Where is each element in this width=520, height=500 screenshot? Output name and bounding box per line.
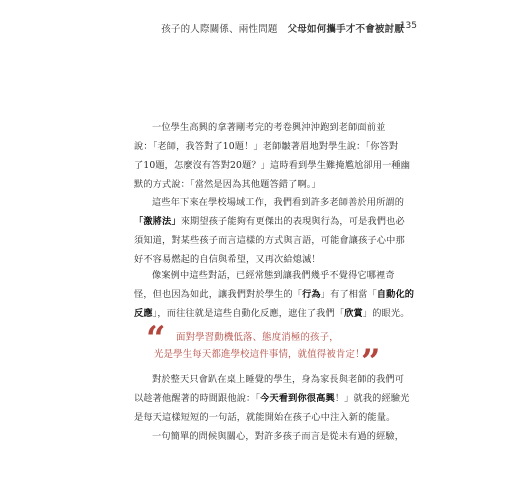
body-text: 像案例中這些對話，已經常態到讓我們幾乎不覺得它哪裡奇 [152,270,395,281]
text-line [134,231,405,250]
body-text: 這些年下來在學校場域工作，我們看到許多老師善於用所謂的 [152,197,405,208]
body-text: ！」就我的經驗光 [334,393,410,404]
text-line [134,156,411,175]
body-text: 來期望孩子能夠有更傑出的表現與行為，可是我們也必 [180,216,405,227]
running-header [161,21,404,35]
body-text: 一句簡單的問候與關心，對許多孩子而言是從未有過的經驗， [152,431,405,442]
body-text: 說：「老師，我答對了10題！」老師皺著眉地對學生說：「你答對 [134,141,399,152]
paragraph-1 [134,118,411,194]
emphasis-text: 欣賞 [344,308,363,319]
text-line [134,285,415,304]
emphasis-text: 反應 [134,308,153,319]
page-number: 135 [399,21,417,31]
paragraph-5 [134,427,405,446]
text-line [134,266,395,285]
header-section-title: 孩子的人際關係、兩性問題 [161,24,278,35]
body-text: 是每天這樣短短的一句話，就能開始在孩子心中注入新的能量。 [134,412,396,423]
text-line [134,389,410,408]
paragraph-3 [134,266,415,323]
body-text: 一位學生高興的拿著剛考完的考卷興沖沖跑到老師面前並 [152,122,386,133]
text-line [134,427,405,446]
body-text: 」有了相當「 [320,289,377,300]
body-text: 了10題，怎麼沒有答對20題？」這時看到學生難掩尷尬卻用一種幽 [134,160,411,171]
text-line [134,175,386,194]
text-line [134,408,396,427]
close-quote-mark: ” [361,342,381,382]
text-line [134,304,410,323]
text-line [134,137,399,156]
pull-quote-line-2: 光是學生每天都進學校這件事情，就值得被肯定！ [154,349,365,360]
emphasis-text: 「激將法」 [134,216,181,227]
body-text: 」的眼光。 [362,308,410,319]
open-quote-mark: “ [146,319,166,359]
paragraph-2 [134,193,405,269]
text-line [134,212,405,231]
body-text: 」，而往往就是這些自動化反應，遮住了我們「 [152,308,345,319]
text-line [134,193,405,212]
body-text: 好不容易燃起的自信與希望，又再次給熄滅！ [134,254,321,265]
emphasis-text: 行為 [302,289,321,300]
pull-quote-line-1: 面對學習動機低落、態度消極的孩子， [176,332,339,343]
header-chapter-title: 父母如何攜手才不會被討厭 [287,24,404,35]
text-line [134,370,405,389]
emphasis-text: 自動化的 [376,289,415,300]
paragraph-4 [134,370,410,427]
body-text: 對於整天只會趴在桌上睡覺的學生，身為家長與老師的我們可 [152,374,405,385]
body-text: 默的方式說：「當然是因為其他題答錯了啊。」 [134,179,321,190]
emphasis-text: 今天看到你很高興 [260,393,335,404]
body-text: 須知道，對某些孩子而言這樣的方式與言語，可能會讓孩子心中那 [134,235,405,246]
text-line [134,118,386,137]
body-text: 以趁著他醒著的時間跟他說：「 [134,393,261,404]
body-text: 怪，但也因為如此，讓我們對於學生的「 [134,289,303,300]
